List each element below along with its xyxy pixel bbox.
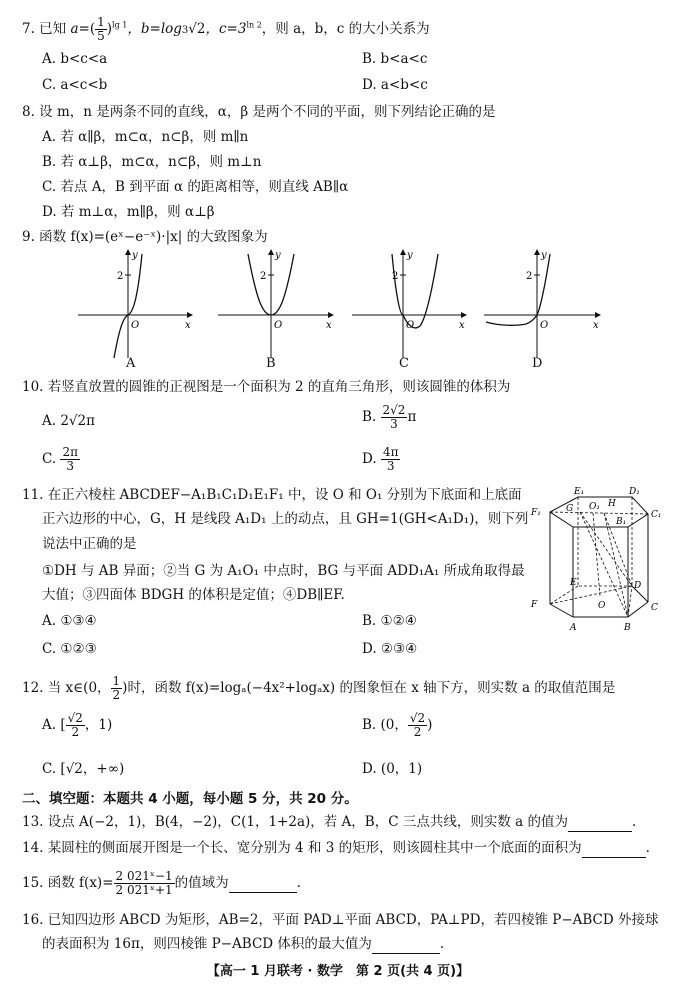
graph-c-x-label: x <box>459 320 465 331</box>
label-c1: C₁ <box>651 510 662 520</box>
q10-b-label: B. <box>362 409 377 425</box>
q12-a-num: √2 <box>67 711 83 725</box>
q12-interval-num: 1 <box>112 674 121 688</box>
q7-a-exponent: lg 1 <box>112 20 128 30</box>
label-o: O <box>598 601 606 611</box>
q12-b-fraction <box>408 712 427 739</box>
graph-c-curve <box>392 254 438 328</box>
q10-c-den: 3 <box>66 459 75 473</box>
prism-line-hb <box>604 513 628 617</box>
graph-b-y-label: y <box>275 250 281 261</box>
q12-a-label: A. <box>42 717 57 733</box>
q10-d-den: 3 <box>386 459 395 473</box>
q10-option-d <box>362 446 400 473</box>
graph-a-origin: O <box>131 320 140 331</box>
q12-b-num: √2 <box>409 711 426 725</box>
q8-option-b: B. 若 α⊥β，m⊂α，n⊂β，则 m⊥n <box>42 154 262 170</box>
label-b: B <box>624 623 631 633</box>
graph-d-x-label: x <box>593 320 599 331</box>
q10-c-fraction <box>60 446 80 473</box>
question-8-stem: 8. 设 m，n 是两条不同的直线，α，β 是两个不同的平面，则下列结论正确的是 <box>22 104 496 120</box>
q15-suffix: 的值域为 <box>174 875 229 891</box>
q7-b-sub: 3 <box>181 25 189 36</box>
q11-line-4: ①DH 与 AB 异面；②当 G 为 A₁O₁ 中点时，BG 与平面 ADD₁A₁ 所成角取得最 <box>42 563 525 579</box>
q14-text: 14. 某圆柱的侧面展开图是一个长、宽分别为 4 和 3 的矩形，则该圆柱其中一个底面的面积为 <box>22 840 582 856</box>
section-fill-in-title: 二、填空题：本题共 4 小题，每小题 5 分，共 20 分。 <box>22 791 358 807</box>
q15-fraction <box>114 870 175 897</box>
q7-a-paren-close: ) <box>106 21 113 37</box>
q11-option-a: A. ①③④ <box>42 613 97 629</box>
q7-b-root: √2 <box>188 21 206 37</box>
label-h: H <box>608 499 616 509</box>
prism-edge-bc <box>628 602 648 617</box>
q10-d-label: D. <box>362 451 377 467</box>
q13-text: 13. 设点 A(−2，1)，B(4，−2)，C(1，1+2a)，若 A，B，C 三点共线，则实数 a 的值为 <box>22 814 568 830</box>
question-7-stem <box>22 16 430 43</box>
graph-d-label: D <box>532 356 543 371</box>
q12-option-b <box>362 712 432 739</box>
label-e: E <box>570 578 577 588</box>
q7-b-part: ，b=log <box>127 21 182 37</box>
q7-fraction <box>95 16 107 43</box>
q7-a-paren: ( <box>89 21 96 37</box>
q7-suffix: ，则 a，b，c 的大小关系为 <box>261 21 430 37</box>
q16-line-2 <box>42 935 444 954</box>
q16-answer-blank[interactable] <box>372 935 440 954</box>
graph-d-tick-label: 2 <box>526 271 533 282</box>
q12-b-close: ) <box>427 717 433 733</box>
q7-a-part: a= <box>70 21 90 37</box>
q12-interval-den: 2 <box>112 688 121 702</box>
q12-interval-open: (0， <box>83 680 111 696</box>
q10-b-fraction <box>381 404 408 431</box>
label-g: G <box>566 504 574 514</box>
q11-option-b: B. ①②④ <box>362 613 417 629</box>
q16-line-1: 16. 已知四边形 ABCD 为矩形，AB=2，平面 PAD⊥平面 ABCD，PA⊥PD，若四棱锥 P−ABCD 外接球 <box>22 912 659 928</box>
q14-answer-blank[interactable] <box>582 839 646 858</box>
label-c: C <box>651 603 658 613</box>
prism-edge-ef-hidden <box>550 586 578 604</box>
q11-line-2: 正六边形的中心，G，H 是线段 A₁D₁ 上的动点，且 GH=1(GH<A₁D₁)，则下列 <box>42 511 529 527</box>
q10-c-label: C. <box>42 451 57 467</box>
question-9-stem: 9. 函数 f(x)=(eˣ−e⁻ˣ)·|x| 的大致图象为 <box>22 229 268 245</box>
graph-b-label: B <box>266 356 276 371</box>
q8-option-c: C. 若点 A，B 到平面 α 的距离相等，则直线 AB∥α <box>42 179 349 195</box>
question-13 <box>22 813 636 832</box>
prism-line-bd <box>628 586 632 617</box>
q10-option-b <box>362 404 416 431</box>
graph-d <box>484 250 600 358</box>
q7-frac-num: 1 <box>97 15 105 29</box>
label-f: F <box>531 600 538 610</box>
label-d: D <box>634 581 642 591</box>
prism-line-oo1 <box>593 513 600 596</box>
q7-frac-den: 5 <box>97 29 105 43</box>
question-14 <box>22 839 650 858</box>
q13-period: . <box>631 814 637 830</box>
q7-option-a: A. b<c<a <box>42 51 108 67</box>
q7-option-c: C. a<c<b <box>42 77 108 93</box>
graph-c-label: C <box>399 356 409 371</box>
q10-option-a: A. 2√2π <box>42 413 95 429</box>
q12-a-open: [ <box>60 717 66 733</box>
graph-c-tick-label: 2 <box>392 271 399 282</box>
q12-option-c: C. [√2，+∞) <box>42 761 125 777</box>
q12-interval-fraction <box>111 675 123 702</box>
question-12-stem <box>22 675 615 702</box>
page-footer: 【高一 1 月联考 · 数学 第 2 页(共 4 页)】 <box>206 964 470 979</box>
graph-a-y-label: y <box>132 250 138 261</box>
label-b1: B₁ <box>616 517 627 527</box>
graph-d-y-label: y <box>541 250 547 261</box>
q15-period: . <box>296 875 301 891</box>
q8-option-d: D. 若 m⊥α，m∥β，则 α⊥β <box>42 204 215 220</box>
q10-option-c <box>42 446 80 473</box>
prism-edge-fa <box>550 604 573 617</box>
q7-prefix: 7. 已知 <box>22 21 71 37</box>
graph-a-label: A <box>126 356 136 371</box>
q10-b-den: 3 <box>390 417 398 431</box>
graph-b-x-label: x <box>326 320 332 331</box>
q11-option-d: D. ②③④ <box>362 641 418 657</box>
label-e1: E₁ <box>574 487 585 497</box>
graph-b <box>218 250 333 358</box>
q11-line-1: 11. 在正六棱柱 ABCDEF−A₁B₁C₁D₁E₁F₁ 中，设 O 和 O₁ 分别为下底面和上底面 <box>22 487 522 503</box>
q15-num: 2 021ˣ−1 <box>115 869 173 883</box>
q12-b-den: 2 <box>413 725 422 739</box>
q12-interval-close: ) <box>122 680 128 696</box>
prism-diag-a1d1 <box>550 512 648 514</box>
q10-d-num: 4π <box>382 445 399 459</box>
label-o1: O₁ <box>589 502 600 512</box>
graph-c <box>352 250 466 358</box>
q12-b-open: (0， <box>380 717 408 733</box>
q7-c-exponent: ln 2 <box>246 20 262 30</box>
label-d1: D₁ <box>629 487 640 497</box>
q12-option-a <box>42 712 112 739</box>
label-a: A <box>570 623 577 633</box>
q12-suffix: 时，函数 f(x)=logₐ(−4x²+logₐx) 的图象恒在 x 轴下方，则实数 a 的取值范围是 <box>127 680 616 696</box>
q7-option-b: B. b<a<c <box>362 51 428 67</box>
q12-prefix: 12. 当 x∈ <box>22 680 84 696</box>
q11-line-3: 说法中正确的是 <box>42 536 137 552</box>
q12-a-close: ，1) <box>84 717 113 733</box>
q15-prefix: 15. 函数 f(x)= <box>22 875 114 891</box>
q7-c-part: ，c=3 <box>205 21 247 37</box>
graph-a-tick-label: 2 <box>117 271 124 282</box>
q8-option-a: A. 若 α∥β，m⊂α，n⊂β，则 m∥n <box>42 129 249 145</box>
q11-line-5: 大值；③四面体 BDGH 的体积是定值；④DB∥EF. <box>42 587 345 603</box>
q12-b-label: B. <box>362 717 377 733</box>
q11-prism-figure <box>528 484 668 634</box>
q10-b-suffix: π <box>407 409 417 425</box>
graph-c-origin: O <box>406 320 415 331</box>
graph-c-y-label: y <box>407 250 413 261</box>
q12-option-d: D. (0，1) <box>362 761 423 777</box>
graph-b-origin: O <box>274 320 283 331</box>
graph-a-x-label: x <box>185 320 191 331</box>
q15-answer-blank[interactable] <box>229 874 297 893</box>
q13-answer-blank[interactable] <box>568 813 632 832</box>
question-10-stem: 10. 若竖直放置的圆锥的正视图是一个面积为 2 的直角三角形，则该圆锥的体积为 <box>22 379 511 395</box>
label-f1: F₁ <box>531 508 541 518</box>
q12-a-fraction <box>66 712 85 739</box>
q12-a-den: 2 <box>71 725 80 739</box>
prism-diag-ad <box>550 586 632 604</box>
question-15 <box>22 870 301 897</box>
q10-c-num: 2π <box>62 445 78 459</box>
q14-period: . <box>645 840 650 856</box>
graph-d-origin: O <box>540 320 549 331</box>
q11-option-c: C. ①②③ <box>42 641 97 657</box>
q10-b-num: 2√2 <box>382 403 406 417</box>
q16-line-2-text: 的表面积为 16π，则四棱锥 P−ABCD 体积的最大值为 <box>42 936 372 952</box>
q10-d-fraction <box>381 446 401 473</box>
q15-den: 2 021ˣ+1 <box>115 883 173 897</box>
graph-a <box>78 250 192 358</box>
q16-period: . <box>439 936 445 952</box>
q9-graphs <box>0 246 676 376</box>
graph-b-tick-label: 2 <box>260 271 267 282</box>
q7-option-d: D. a<b<c <box>362 77 428 93</box>
